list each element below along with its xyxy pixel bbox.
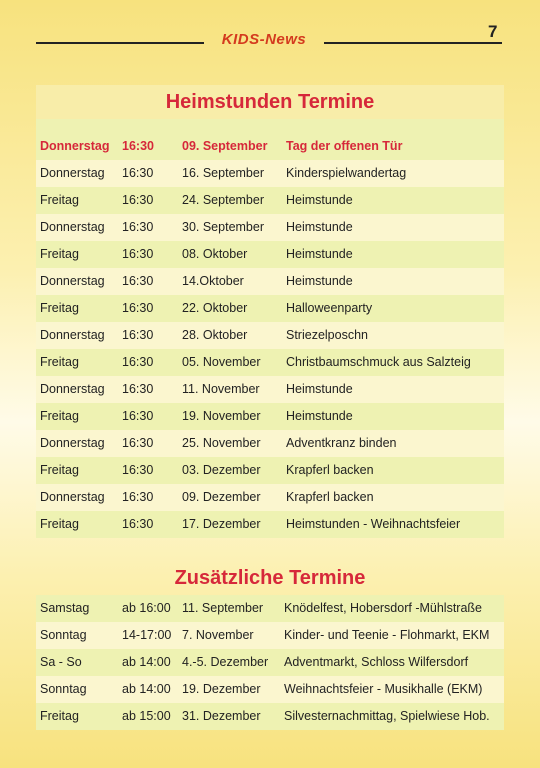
time-cell: 16:30	[122, 463, 154, 477]
date-cell: 19. Dezember	[182, 682, 261, 696]
date-cell: 30. September	[182, 220, 264, 234]
date-cell: 14.Oktober	[182, 274, 244, 288]
day-cell: Freitag	[40, 355, 79, 369]
time-cell: ab 14:00	[122, 682, 171, 696]
date-cell: 11. September	[182, 601, 264, 615]
time-cell: 16:30	[122, 247, 154, 261]
time-cell: 16:30	[122, 490, 154, 504]
table-row	[36, 649, 504, 676]
table-row	[36, 349, 504, 376]
day-cell: Donnerstag	[40, 328, 105, 342]
event-cell: Tag der offenen Tür	[286, 139, 403, 153]
day-cell: Freitag	[40, 517, 79, 531]
time-cell: 16:30	[122, 436, 154, 450]
event-cell: Heimstunde	[286, 220, 353, 234]
table-row	[36, 295, 504, 322]
table-row	[36, 595, 504, 622]
time-cell: 16:30	[122, 328, 154, 342]
day-cell: Freitag	[40, 409, 79, 423]
date-cell: 28. Oktober	[182, 328, 248, 342]
table-row	[36, 457, 504, 484]
spacer-row	[36, 119, 504, 133]
table-row	[36, 703, 504, 730]
time-cell: 14-17:00	[122, 628, 172, 642]
day-cell: Sa - So	[40, 655, 82, 669]
event-cell: Halloweenparty	[286, 301, 373, 315]
date-cell: 31. Dezember	[182, 709, 261, 723]
time-cell: 16:30	[122, 382, 154, 396]
time-cell: 16:30	[122, 301, 154, 315]
table-row	[36, 214, 504, 241]
event-cell: Christbaumschmuck aus Salzteig	[286, 355, 471, 369]
heimstunden-title: Heimstunden Termine	[36, 85, 504, 119]
table-row	[36, 268, 504, 295]
table-row	[36, 430, 504, 457]
date-cell: 05. November	[182, 355, 261, 369]
date-cell: 25. November	[182, 436, 261, 450]
table-row	[36, 241, 504, 268]
table-row	[36, 484, 504, 511]
date-cell: 08. Oktober	[182, 247, 248, 261]
time-cell: 16:30	[122, 355, 154, 369]
day-cell: Samstag	[40, 601, 90, 615]
time-cell: ab 16:00	[122, 601, 171, 615]
heimstunden-section	[36, 85, 504, 538]
day-cell: Donnerstag	[40, 220, 105, 234]
day-cell: Freitag	[40, 247, 79, 261]
table-row	[36, 160, 504, 187]
heimstunden-table	[36, 133, 504, 538]
date-cell: 03. Dezember	[182, 463, 261, 477]
time-cell: ab 14:00	[122, 655, 171, 669]
event-cell: Heimstunde	[286, 382, 353, 396]
day-cell: Donnerstag	[40, 382, 105, 396]
table-row	[36, 376, 504, 403]
date-cell: 4.-5. Dezember	[182, 655, 269, 669]
time-cell: 16:30	[122, 166, 154, 180]
time-cell: 16:30	[122, 409, 154, 423]
event-cell: Adventmarkt, Schloss Wilfersdorf	[284, 655, 469, 669]
page-number: 7	[488, 22, 498, 41]
event-cell: Heimstunde	[286, 409, 353, 423]
event-cell: Heimstunde	[286, 274, 353, 288]
date-cell: 09. September	[182, 139, 268, 153]
table-row	[36, 511, 504, 538]
date-cell: 16. September	[182, 166, 264, 180]
table-row	[36, 187, 504, 214]
date-cell: 09. Dezember	[182, 490, 261, 504]
header-rule-left	[36, 42, 204, 44]
table-row	[36, 133, 504, 160]
day-cell: Donnerstag	[40, 274, 105, 288]
date-cell: 24. September	[182, 193, 264, 207]
day-cell: Donnerstag	[40, 490, 105, 504]
day-cell: Donnerstag	[40, 139, 110, 153]
event-cell: Kinderspielwandertag	[286, 166, 407, 180]
event-cell: Heimstunde	[286, 247, 353, 261]
table-row	[36, 322, 504, 349]
date-cell: 22. Oktober	[182, 301, 248, 315]
event-cell: Heimstunden - Weihnachtsfeier	[286, 517, 461, 531]
zusaetzliche-table	[36, 595, 504, 730]
day-cell: Sonntag	[40, 628, 87, 642]
time-cell: 16:30	[122, 517, 154, 531]
event-cell: Heimstunde	[286, 193, 353, 207]
event-cell: Kinder- und Teenie - Flohmarkt, EKM	[284, 628, 490, 642]
day-cell: Freitag	[40, 193, 79, 207]
date-cell: 7. November	[182, 628, 254, 642]
event-cell: Adventkranz binden	[286, 436, 397, 450]
event-cell: Weihnachtsfeier - Musikhalle (EKM)	[284, 682, 483, 696]
day-cell: Donnerstag	[40, 166, 105, 180]
event-cell: Krapferl backen	[286, 490, 374, 504]
date-cell: 19. November	[182, 409, 261, 423]
table-row	[36, 676, 504, 703]
date-cell: 11. November	[182, 382, 260, 396]
time-cell: 16:30	[122, 193, 154, 207]
event-cell: Striezelposchn	[286, 328, 368, 342]
table-row	[36, 403, 504, 430]
event-cell: Krapferl backen	[286, 463, 374, 477]
table-row	[36, 622, 504, 649]
day-cell: Freitag	[40, 463, 79, 477]
date-cell: 17. Dezember	[182, 517, 261, 531]
brand-title: KIDS-News	[221, 31, 307, 48]
header-rule-right	[324, 42, 502, 44]
zusaetzliche-title: Zusätzliche Termine	[174, 567, 366, 589]
time-cell: 16:30	[122, 139, 154, 153]
day-cell: Freitag	[40, 301, 79, 315]
day-cell: Donnerstag	[40, 436, 105, 450]
zusaetzliche-section	[36, 561, 504, 730]
page-header	[0, 22, 540, 52]
day-cell: Sonntag	[40, 682, 87, 696]
time-cell: 16:30	[122, 220, 154, 234]
time-cell: 16:30	[122, 274, 154, 288]
event-cell: Knödelfest, Hobersdorf -Mühlstraße	[284, 601, 483, 615]
time-cell: ab 15:00	[122, 709, 171, 723]
event-cell: Silvesternachmittag, Spielwiese Hob.	[284, 709, 490, 723]
day-cell: Freitag	[40, 709, 79, 723]
